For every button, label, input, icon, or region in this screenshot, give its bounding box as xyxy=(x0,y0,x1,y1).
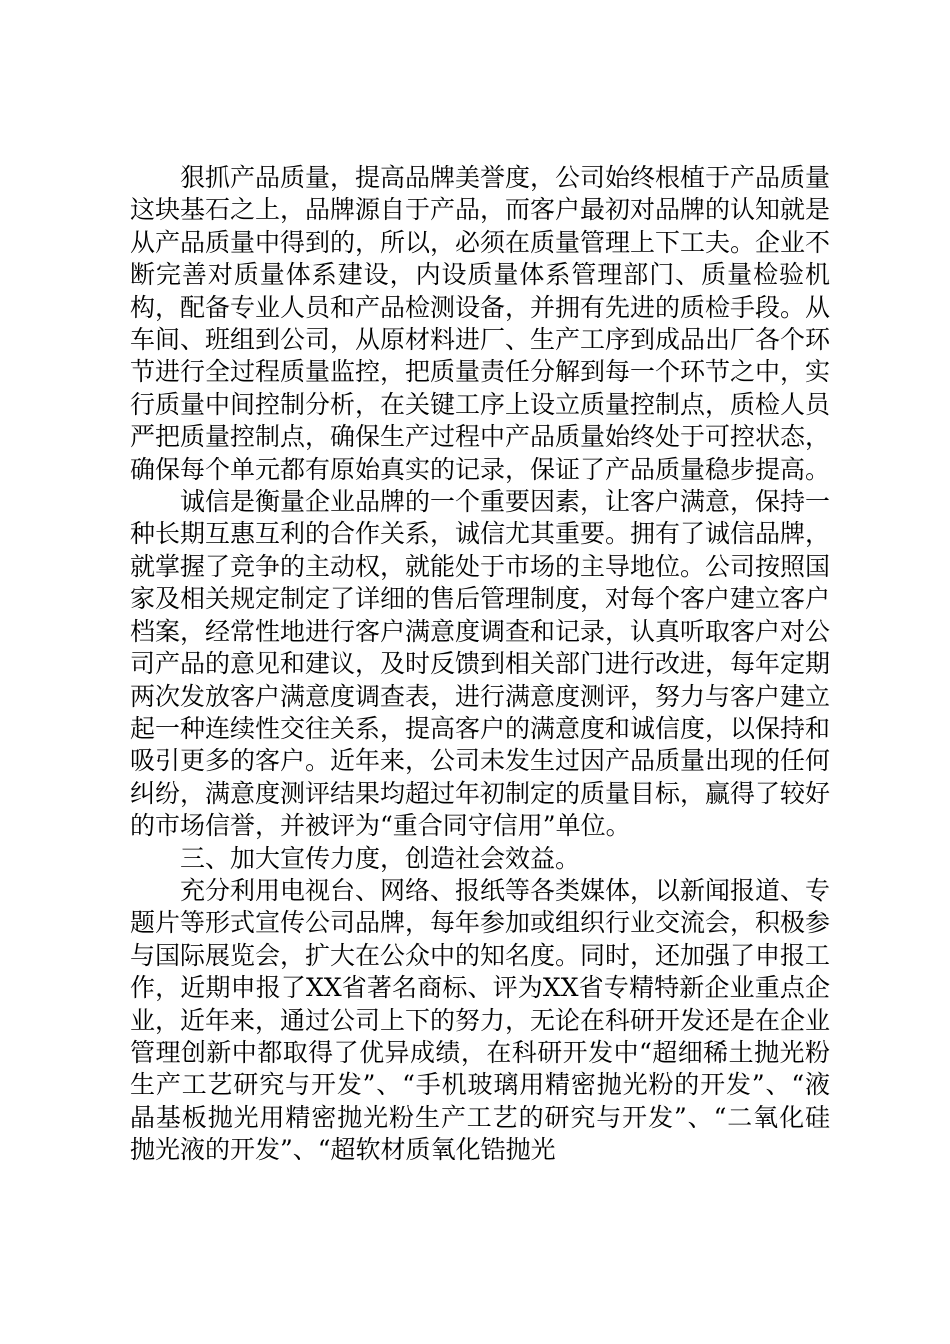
document-page xyxy=(130,162,830,1167)
section-heading-publicity: 三、加大宣传力度，创造社会效益。 xyxy=(180,843,581,873)
paragraph-product-quality: 狠抓产品质量，提高品牌美誉度，公司始终根植于产品质量这块基石之上，品牌源自于产品，而客户最初对品牌的认知就是从产品质量中得到的，所以，必须在质量管理上下工夫。企业不断完善对质量体系建设，内设质量体系管理部门、质量检验机构，配备专业人员和产品检测设备，并拥有先进的质检手段。从车间、班组到公司，从原材料进厂、生产工序到成品出厂各个环节进行全过程质量监控，把质量责任分解到每一个环节之中，实行质量中间控制分析，在关键工序上设立质量控制点，质检人员严把质量控制点，确保生产过程中产品质量始终处于可控状态，确保每个单元都有原始真实的记录，保证了产品质量稳步提高。 xyxy=(130,163,831,484)
paragraph-integrity: 诚信是衡量企业品牌的一个重要因素，让客户满意，保持一种长期互惠互利的合作关系，诚信尤其重要。拥有了诚信品牌，就掌握了竞争的主动权，就能处于市场的主导地位。公司按照国家及相关规定制定了详细的售后管理制度，对每个客户建立客户档案，经常性地进行客户满意度调查和记录，认真听取客户对公司产品的意见和建议，及时反馈到相关部门进行改进，每年定期两次发放客户满意度调查表，进行满意度测评，努力与客户建立起一种连续性交往关系，提高客户的满意度和诚信度，以保持和吸引更多的客户。近年来，公司未发生过因产品质量出现的任何纠纷，满意度测评结果均超过年初制定的质量目标，赢得了较好的市场信誉，并被评为“重合同守信用”单位。 xyxy=(130,487,831,841)
paragraph-media-promotion: 充分利用电视台、网络、报纸等各类媒体，以新闻报道、专题片等形式宣传公司品牌，每年参加或组织行业交流会，积极参与国际展览会，扩大在公众中的知名度。同时，还加强了申报工作，近期申报了XX省著名商标、评为XX省专精特新企业重点企业，近年来，通过公司上下的努力，无论在科研开发还是在企业管理创新中都取得了优异成绩，在科研开发中“超细稀土抛光粉生产工艺研究与开发”、“手机玻璃用精密抛光粉的开发”、“液晶基板抛光用精密抛光粉生产工艺的研究与开发”、“二氧化硅抛光液的开发”、“超软材质氧化锆抛光 xyxy=(130,875,831,1165)
